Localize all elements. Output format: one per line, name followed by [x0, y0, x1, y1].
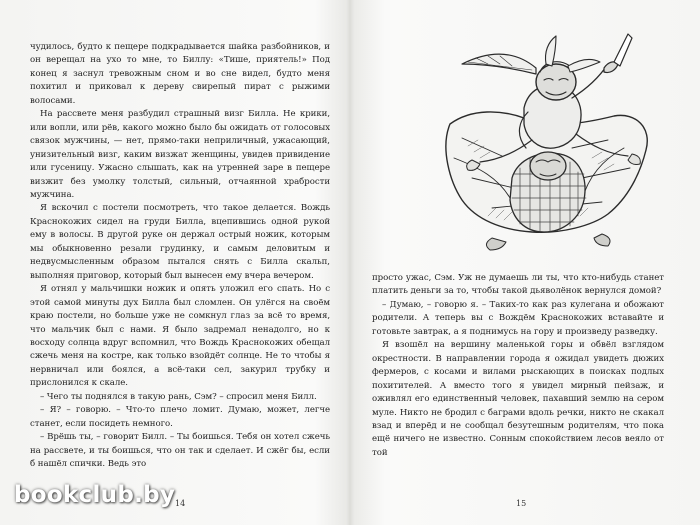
book-illustration [432, 28, 660, 260]
paragraph: – Я? – говорю. – Что-то плечо ломит. Думаю, может, легче станет, если посидеть немного. [30, 405, 330, 429]
right-page-text [372, 272, 664, 460]
left-page-text [30, 41, 330, 472]
paragraph: Я отнял у мальчишки ножик и опять уложил его спать. Но с этой самой минуты дух Билла был сломлен. Он улёгся на своём краю постели, но больше уже не сомкнул глаз за всё то время, что мальчик был с нами. Я было задремал ненадолго, но к восходу солнца вдруг вспомнил, что Вождь Краснокожих обещал сжечь меня на костре, как только взойдёт солнце. Не то чтобы я нервничал или боялся, а всё-таки сел, закурил трубку и прислонился к скале. [30, 284, 330, 389]
paragraph: – Врёшь ты, – говорит Билл. – Ты боишься. Тебя он хотел сжечь на рассвете, и ты боишься, что он так и сделает. И сжёг бы, если б нашёл спички. Ведь это [30, 432, 330, 470]
page-number-right: 15 [516, 499, 527, 508]
watermark-logo: bookclub.by [14, 482, 176, 508]
paragraph: Я взошёл на вершину маленькой горы и обвёл взглядом окрестности. В направлении города я ожидал увидеть дюжих фермеров, с косами и вилами рыскающих в поисках подлых похитителей. А вместо того я увидел мирный пейзаж, и оживлял его единственный человек, пахавший землю на сером муле. Никто не бродил с баграми вдоль речки, никто не скакал взад и вперёд и не сообщал безутешным родителям, что пока ещё ничего не известно. Сонным спокойствием лесов веяло от той [372, 340, 664, 458]
paragraph: просто ужас, Сэм. Уж не думаешь ли ты, что кто-нибудь станет платить деньги за то, чтобы такой дьяволёнок вернулся домой? [372, 273, 664, 297]
paragraph: Я вскочил с постели посмотреть, что такое делается. Вождь Краснокожих сидел на груди Билла, вцепившись одной рукой ему в волосы. В другой руке он держал острый ножик, которым мы обыкновенно резали грудинку, и самым деловитым и недвусмысленным образом пытался снять с Билла скальп, выполняя приговор, который был вынесен ему вчера вечером. [30, 203, 330, 281]
paragraph: – Чего ты поднялся в такую рань, Сэм? – спросил меня Билл. [40, 391, 317, 402]
paragraph: чудилось, будто к пещере подкрадывается шайка разбойников, и он верещал на ухо то мне, то Биллу: «Тише, приятель!» Под конец я заснул тревожным сном и во сне видел, будто меня похитил и приковал к дереву свирепый пират с рыжими волосами. [30, 42, 330, 106]
paragraph: На рассвете меня разбудил страшный визг Билла. Не крики, или вопли, или рёв, какого можно было бы ожидать от голосовых связок мужчины, — нет, прямо-таки неприличный, ужасающий, унизительный визг, каким визжат женщины, увидев привидение или гусеницу. Ужасно слышать, как на утренней заре в пещере визжит без умолку толстый, сильный, отчаянной храбрости мужчина. [30, 109, 330, 200]
paragraph: – Думаю, – говорю я. – Таких-то как раз кулегана и обожают родители. А теперь вы с Вождём Краснокожих вставайте и готовьте завтрак, а я поднимусь на гору и произведу разведку. [372, 299, 664, 337]
page-number-left: 14 [175, 499, 186, 508]
